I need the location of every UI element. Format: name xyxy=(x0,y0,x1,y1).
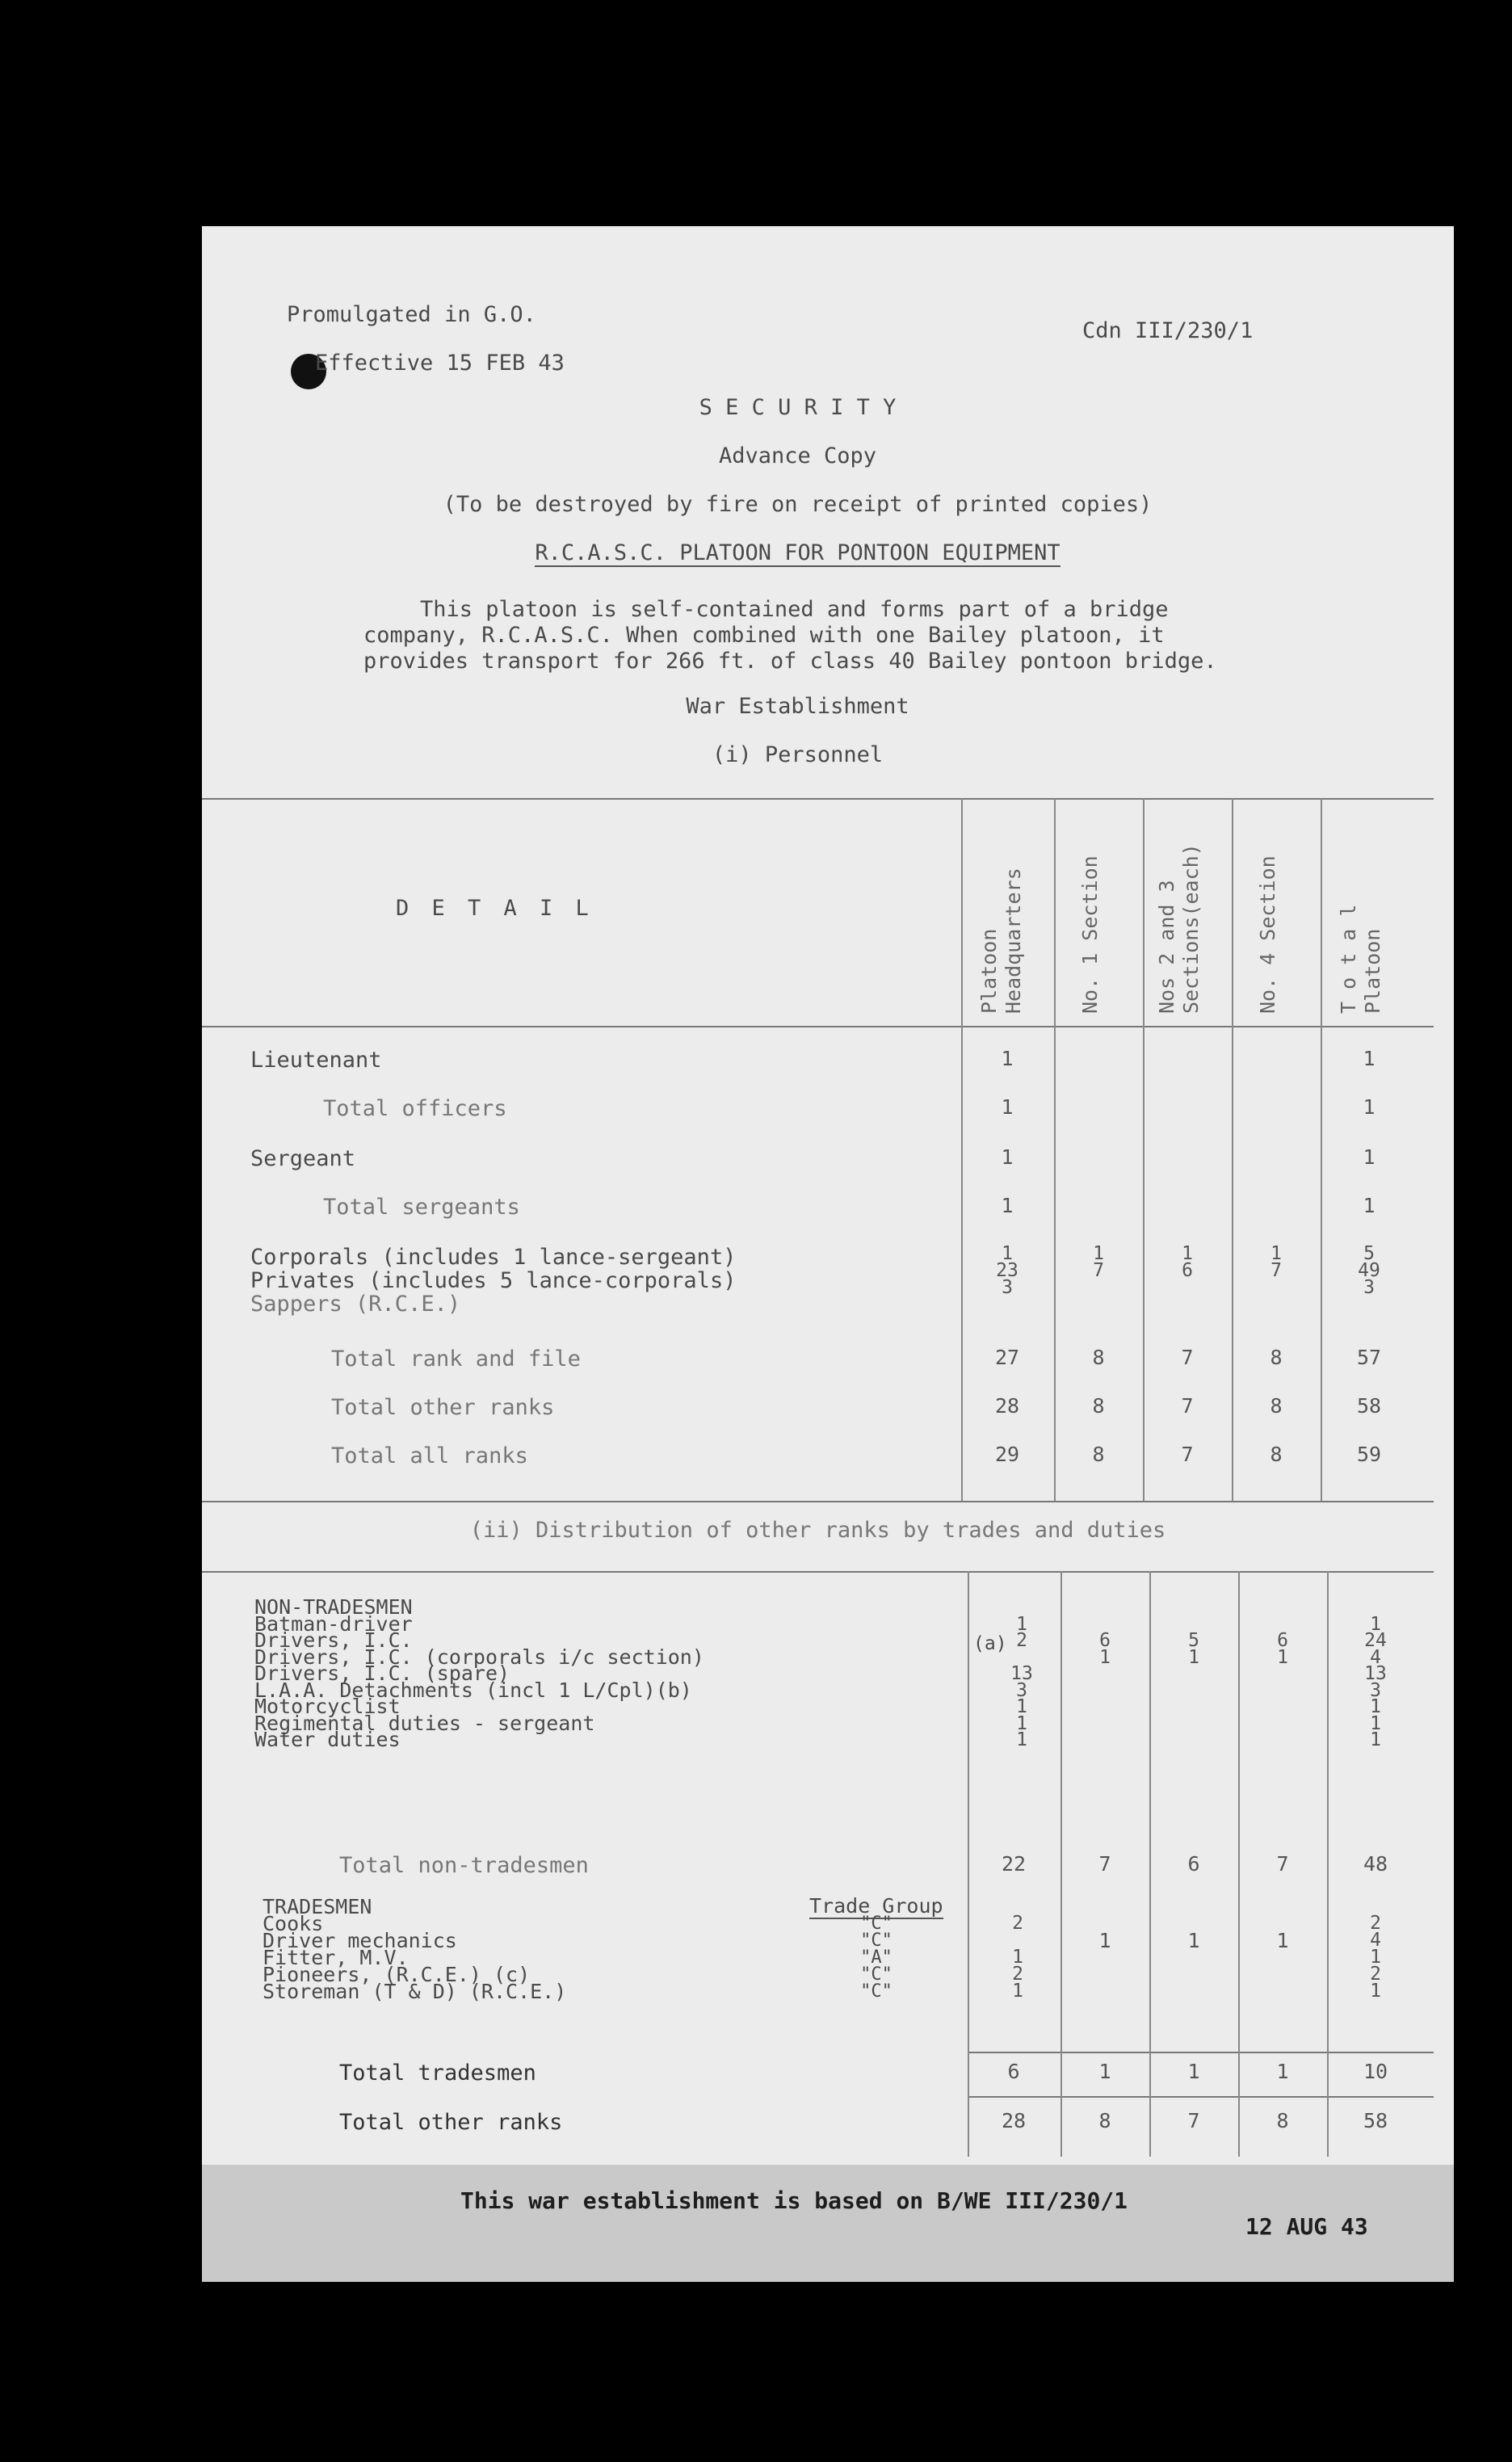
col-head-platoon-hq xyxy=(977,868,1026,1014)
trade-group-driver-mechanics: "C" xyxy=(860,1931,892,1951)
cell-total-officers-total: 1 xyxy=(1363,1095,1376,1119)
row-label-total-sergeants: Total sergeants xyxy=(323,1195,520,1220)
cell-privates-no1: 7 xyxy=(1093,1260,1104,1281)
nt-no1-3: 1 xyxy=(1099,1646,1111,1668)
label-drivers-ic-corporals: Drivers, I.C. (corporals i/c section) xyxy=(254,1645,704,1669)
label-drivers-ic: Drivers, I.C. xyxy=(254,1628,413,1652)
cell-privates-total: 49 xyxy=(1358,1260,1380,1281)
nt-hq-2: 2 xyxy=(1016,1630,1027,1651)
personnel-heading: (i) Personnel xyxy=(712,742,884,767)
footer-date: 12 AUG 43 xyxy=(1245,2213,1368,2240)
tr-nos2-3-1: 1 xyxy=(1187,1929,1200,1952)
non-tradesmen-labels xyxy=(254,1595,704,1751)
detail-column-header: D E T A I L xyxy=(396,896,594,921)
label-driver-mechanics: Driver mechanics xyxy=(262,1929,457,1952)
trade-group-heading-text: Trade Group xyxy=(809,1894,943,1918)
cell-tar-hq: 29 xyxy=(994,1443,1020,1466)
label-regimental-duties: Regimental duties - sergeant xyxy=(254,1711,595,1735)
nt-col-no1 xyxy=(1060,1632,1149,1666)
label-tradesmen: TRADESMEN xyxy=(262,1895,372,1918)
nt-col-total xyxy=(1331,1599,1420,1749)
footer-basis: This war establishment is based on B/WE III/230/1 xyxy=(460,2187,1128,2214)
cell-trf-no4: 8 xyxy=(1270,1346,1283,1369)
cell-tt-no1: 1 xyxy=(1098,2060,1111,2083)
nt-total-1: 1 xyxy=(1370,1613,1381,1635)
intro-line-3: provides transport for 266 ft. of class 40 Bailey pontoon bridge. xyxy=(363,649,1217,674)
nt-col-no4 xyxy=(1238,1632,1327,1666)
cell-tar-nos2-3: 7 xyxy=(1181,1443,1194,1466)
cell-tor-no1: 8 xyxy=(1092,1394,1105,1418)
nt-nos2-3-2: 5 xyxy=(1188,1630,1199,1651)
label-fitter-mv: Fitter, M.V. xyxy=(262,1946,409,1969)
cell-trf-hq: 27 xyxy=(994,1346,1020,1369)
unit-title xyxy=(202,541,1393,565)
label-pioneers: Pioneers, (R.C.E.) (c) xyxy=(262,1963,531,1986)
cell-sergeant-total: 1 xyxy=(1363,1145,1376,1169)
cell-privates-nos2-3: 6 xyxy=(1182,1260,1193,1281)
trade-group-storeman: "C" xyxy=(860,1981,892,2002)
tradesmen-labels xyxy=(262,1895,567,2003)
label-motorcyclist: Motorcyclist xyxy=(254,1695,401,1718)
nt-hq-7: 1 xyxy=(1016,1712,1027,1734)
pre-total-tradesmen-rule xyxy=(968,2052,1434,2053)
nt-nos2-3-3: 1 xyxy=(1188,1646,1199,1668)
cell-trf-total: 57 xyxy=(1356,1346,1382,1369)
cell-privates-no4: 7 xyxy=(1270,1260,1282,1281)
nt-total-5: 3 xyxy=(1370,1679,1381,1701)
cell-privates-hq: 23 xyxy=(996,1260,1018,1281)
cell-sergeant-hq: 1 xyxy=(1001,1145,1014,1169)
col-head-no4-section-line1: No. 4 Section xyxy=(1256,855,1279,1014)
cell-tar-total: 59 xyxy=(1356,1443,1382,1466)
cell-corporals-no1: 1 xyxy=(1093,1243,1104,1264)
cell-tt-hq: 6 xyxy=(1007,2060,1020,2083)
cell-torf-no1: 8 xyxy=(1098,2109,1111,2132)
col-head-platoon-hq-line2: Headquarters xyxy=(1002,868,1025,1014)
label-cooks: Cooks xyxy=(262,1912,324,1935)
cell-tor-nos2-3: 7 xyxy=(1181,1394,1194,1418)
advance-copy: Advance Copy xyxy=(718,443,877,468)
nt-total-6: 1 xyxy=(1370,1696,1381,1717)
row-label-total-rank-file: Total rank and file xyxy=(331,1347,581,1372)
cell-corporals-no4: 1 xyxy=(1270,1243,1282,1264)
col-head-nos2-3-sections xyxy=(1155,843,1203,1014)
nt-hq-1: 1 xyxy=(1016,1613,1027,1635)
cell-torf-total: 58 xyxy=(1363,2109,1388,2132)
col-head-no4-section xyxy=(1256,855,1280,1014)
nt-no4-2: 6 xyxy=(1277,1630,1288,1651)
row-label-total-all-ranks: Total all ranks xyxy=(331,1443,528,1468)
cell-tor-no4: 8 xyxy=(1270,1394,1283,1418)
label-laa-detachments: L.A.A. Detachments (incl 1 L/Cpl)(b) xyxy=(254,1678,692,1702)
cell-corporals-total: 5 xyxy=(1363,1243,1375,1264)
row-label-sergeant: Sergeant xyxy=(250,1146,356,1171)
cell-tnt-no1: 7 xyxy=(1098,1852,1111,1876)
row-label-total-officers: Total officers xyxy=(323,1096,507,1121)
nt-total-4: 13 xyxy=(1364,1663,1387,1684)
tr-total-2: 1 xyxy=(1370,1947,1381,1968)
label-water-duties: Water duties xyxy=(254,1728,401,1751)
cell-total-officers-hq: 1 xyxy=(1001,1095,1014,1119)
nt-total-2: 24 xyxy=(1364,1630,1387,1651)
nt-total-3: 4 xyxy=(1370,1646,1381,1668)
cell-sappers-hq: 3 xyxy=(1002,1277,1013,1298)
cell-tt-total: 10 xyxy=(1363,2060,1388,2083)
nt-hq-5: 3 xyxy=(1016,1679,1027,1701)
tr-total-3: 2 xyxy=(1370,1964,1381,1985)
trade-group-pioneers: "C" xyxy=(860,1964,892,1985)
cell-tt-no4: 1 xyxy=(1276,2060,1289,2083)
tr-col-total xyxy=(1331,1915,1420,2000)
tr-hq-2: 1 xyxy=(1012,1947,1023,1968)
trade-group-values xyxy=(832,1915,921,2000)
cell-torf-nos2-3: 7 xyxy=(1187,2109,1200,2132)
nt-total-7: 1 xyxy=(1370,1712,1381,1734)
cell-tnt-nos2-3: 6 xyxy=(1187,1852,1200,1876)
col-rule-5b xyxy=(1327,1571,1329,2157)
cell-tnt-no4: 7 xyxy=(1276,1852,1289,1876)
intro-line-1: This platoon is self-contained and forms part of a bridge xyxy=(420,597,1169,622)
col-head-no1-section-line1: No. 1 Section xyxy=(1078,855,1102,1014)
cell-corporals-hq: 1 xyxy=(1002,1243,1013,1264)
section-ii-top-rule xyxy=(202,1571,1434,1573)
cell-trf-no1: 8 xyxy=(1092,1346,1105,1369)
cell-total-sergeants-total: 1 xyxy=(1363,1194,1376,1217)
cell-tnt-hq: 22 xyxy=(1001,1852,1027,1876)
cell-rank-file-hq xyxy=(963,1243,1052,1298)
effective-date: Effective 15 FEB 43 xyxy=(315,351,565,376)
row-label-total-non-tradesmen: Total non-tradesmen xyxy=(339,1853,589,1878)
row-label-total-tradesmen: Total tradesmen xyxy=(339,2061,536,2086)
cell-rank-file-total xyxy=(1325,1243,1413,1298)
tr-hq-3: 2 xyxy=(1012,1964,1023,1985)
war-establishment-heading: War Establishment xyxy=(686,694,909,719)
col-head-no1-section xyxy=(1078,855,1102,1014)
cell-tor-hq: 28 xyxy=(994,1394,1020,1418)
row-label-corporals: Corporals (includes 1 lance-sergeant) xyxy=(250,1245,737,1270)
cell-rank-file-no1 xyxy=(1054,1243,1143,1281)
row-label-total-other-ranks: Total other ranks xyxy=(331,1395,555,1420)
col-head-total-line1: T o t a l xyxy=(1337,904,1360,1014)
distribution-heading: (ii) Distribution of other ranks by trades and duties xyxy=(469,1518,1166,1543)
nt-total-8: 1 xyxy=(1370,1729,1381,1750)
col-head-nos2-3-line2: Sections(each) xyxy=(1179,843,1203,1014)
label-non-tradesmen: NON-TRADESMEN xyxy=(254,1595,413,1619)
col-head-total-platoon xyxy=(1337,905,1385,1014)
row-label-total-other-ranks-final: Total other ranks xyxy=(339,2110,563,2135)
tr-no4-1: 1 xyxy=(1276,1929,1289,1952)
cell-lieutenant-hq: 1 xyxy=(1001,1047,1014,1070)
nt-hq-6: 1 xyxy=(1016,1696,1027,1717)
tr-col-hq xyxy=(973,1915,1062,2000)
cell-torf-no4: 8 xyxy=(1276,2109,1289,2132)
cell-rank-file-nos2-3 xyxy=(1143,1243,1232,1281)
label-storeman: Storeman (T & D) (R.C.E.) xyxy=(262,1980,567,2003)
cell-lieutenant-total: 1 xyxy=(1363,1047,1376,1070)
table-top-rule xyxy=(202,798,1434,800)
unit-title-text: R.C.A.S.C. PLATOON FOR PONTOON EQUIPMENT xyxy=(535,540,1060,565)
cell-tar-no1: 8 xyxy=(1092,1443,1105,1466)
cell-tor-total: 58 xyxy=(1356,1394,1382,1418)
cell-trf-nos2-3: 7 xyxy=(1181,1346,1194,1369)
rank-file-labels xyxy=(250,1246,736,1316)
trade-group-cooks: "C" xyxy=(860,1914,892,1934)
cell-tar-no4: 8 xyxy=(1270,1443,1283,1466)
intro-line-2: company, R.C.A.S.C. When combined with one Bailey platoon, it xyxy=(363,623,1165,648)
tr-total-0: 2 xyxy=(1370,1913,1381,1934)
col-head-platoon-hq-line1: Platoon xyxy=(977,928,1001,1014)
row-label-lieutenant: Lieutenant xyxy=(250,1048,382,1073)
cell-rank-file-no4 xyxy=(1232,1243,1321,1281)
destroy-instruction: (To be destroyed by fire on receipt of printed copies) xyxy=(443,492,1153,517)
row-label-sappers: Sappers (R.C.E.) xyxy=(250,1292,461,1317)
promulgated-line: Promulgated in G.O. xyxy=(287,302,536,327)
document-reference: Cdn III/230/1 xyxy=(1082,318,1254,343)
cell-total-sergeants-hq: 1 xyxy=(1001,1194,1014,1217)
nt-hq-8: 1 xyxy=(1016,1729,1027,1750)
nt-no4-3: 1 xyxy=(1277,1646,1288,1668)
nt-col-hq xyxy=(977,1599,1066,1749)
header-bottom-rule xyxy=(202,1026,1434,1027)
tr-total-1: 4 xyxy=(1370,1930,1381,1951)
document-page xyxy=(202,226,1454,2282)
nt-no1-2: 6 xyxy=(1099,1630,1111,1651)
cell-corporals-nos2-3: 1 xyxy=(1182,1243,1193,1264)
cell-tnt-total: 48 xyxy=(1363,1852,1388,1876)
tr-hq-0: 2 xyxy=(1012,1913,1023,1934)
nt-col-nos2-3 xyxy=(1149,1632,1238,1666)
tr-hq-4: 1 xyxy=(1012,1981,1023,2002)
col-head-total-line2: Platoon xyxy=(1361,928,1384,1014)
cell-tt-nos2-3: 1 xyxy=(1187,2060,1200,2083)
col-rule-5 xyxy=(1321,798,1322,1501)
tr-no1-1: 1 xyxy=(1098,1929,1111,1952)
cell-torf-hq: 28 xyxy=(1001,2109,1027,2132)
hq-note-a: (a) xyxy=(973,1633,1007,1654)
cell-sappers-total: 3 xyxy=(1363,1277,1375,1298)
pre-total-other-ranks-rule xyxy=(968,2096,1434,2098)
section-i-bottom-rule xyxy=(202,1501,1434,1502)
label-batman-driver: Batman-driver xyxy=(254,1611,413,1636)
nt-hq-4: 13 xyxy=(1010,1663,1033,1684)
trade-group-fitter: "A" xyxy=(860,1947,892,1968)
tr-total-4: 1 xyxy=(1370,1981,1381,2002)
security-heading: S E C U R I T Y xyxy=(699,395,897,420)
label-drivers-ic-spare: Drivers, I.C. (spare) xyxy=(254,1662,510,1685)
col-head-nos2-3-line1: Nos 2 and 3 xyxy=(1155,880,1178,1014)
row-label-privates: Privates (includes 5 lance-corporals) xyxy=(250,1268,737,1293)
